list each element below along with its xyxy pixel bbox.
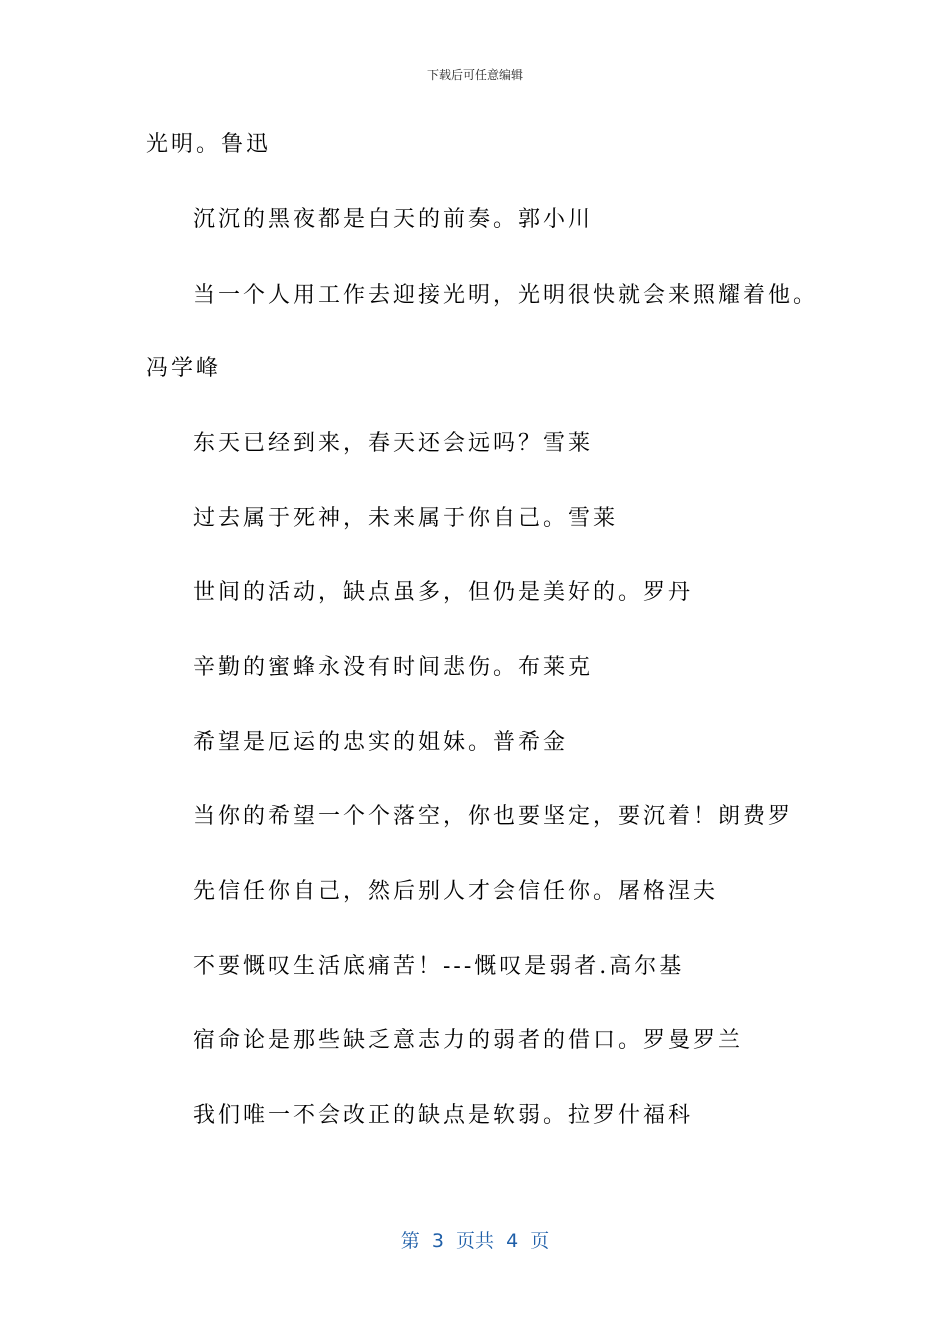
text-line: 不要慨叹生活底痛苦！---慨叹是弱者.高尔基 [193,954,685,979]
page-header: 下载后可任意编辑 [426,68,523,82]
text-line: 宿命论是那些缺乏意志力的弱者的借口。罗曼罗兰 [193,1028,744,1053]
text-line: 东天已经到来，春天还会远吗？雪莱 [193,431,594,456]
text-line: 当一个人用工作去迎接光明，光明很快就会来照耀着他。 [193,283,819,308]
text-line: 沉沉的黑夜都是白天的前奏。郭小川 [193,207,594,232]
text-line: 世间的活动，缺点虽多，但仍是美好的。罗丹 [193,580,694,605]
text-line: 先信任你自己，然后别人才会信任你。屠格涅夫 [193,879,719,904]
text-line: 我们唯一不会改正的缺点是软弱。拉罗什福科 [193,1103,694,1128]
text-line: 过去属于死神，未来属于你自己。雪莱 [193,506,619,531]
text-line: 冯学峰 [146,356,222,381]
page-number: 第 3 页共 4 页 [400,1230,550,1252]
text-line: 辛勤的蜜蜂永没有时间悲伤。布莱克 [193,655,594,680]
text-line: 当你的希望一个个落空，你也要坚定，要沉着！朗费罗 [193,804,794,829]
text-line: 希望是厄运的忠实的姐妹。普希金 [193,730,569,755]
text-line: 光明。鲁迅 [146,132,272,157]
